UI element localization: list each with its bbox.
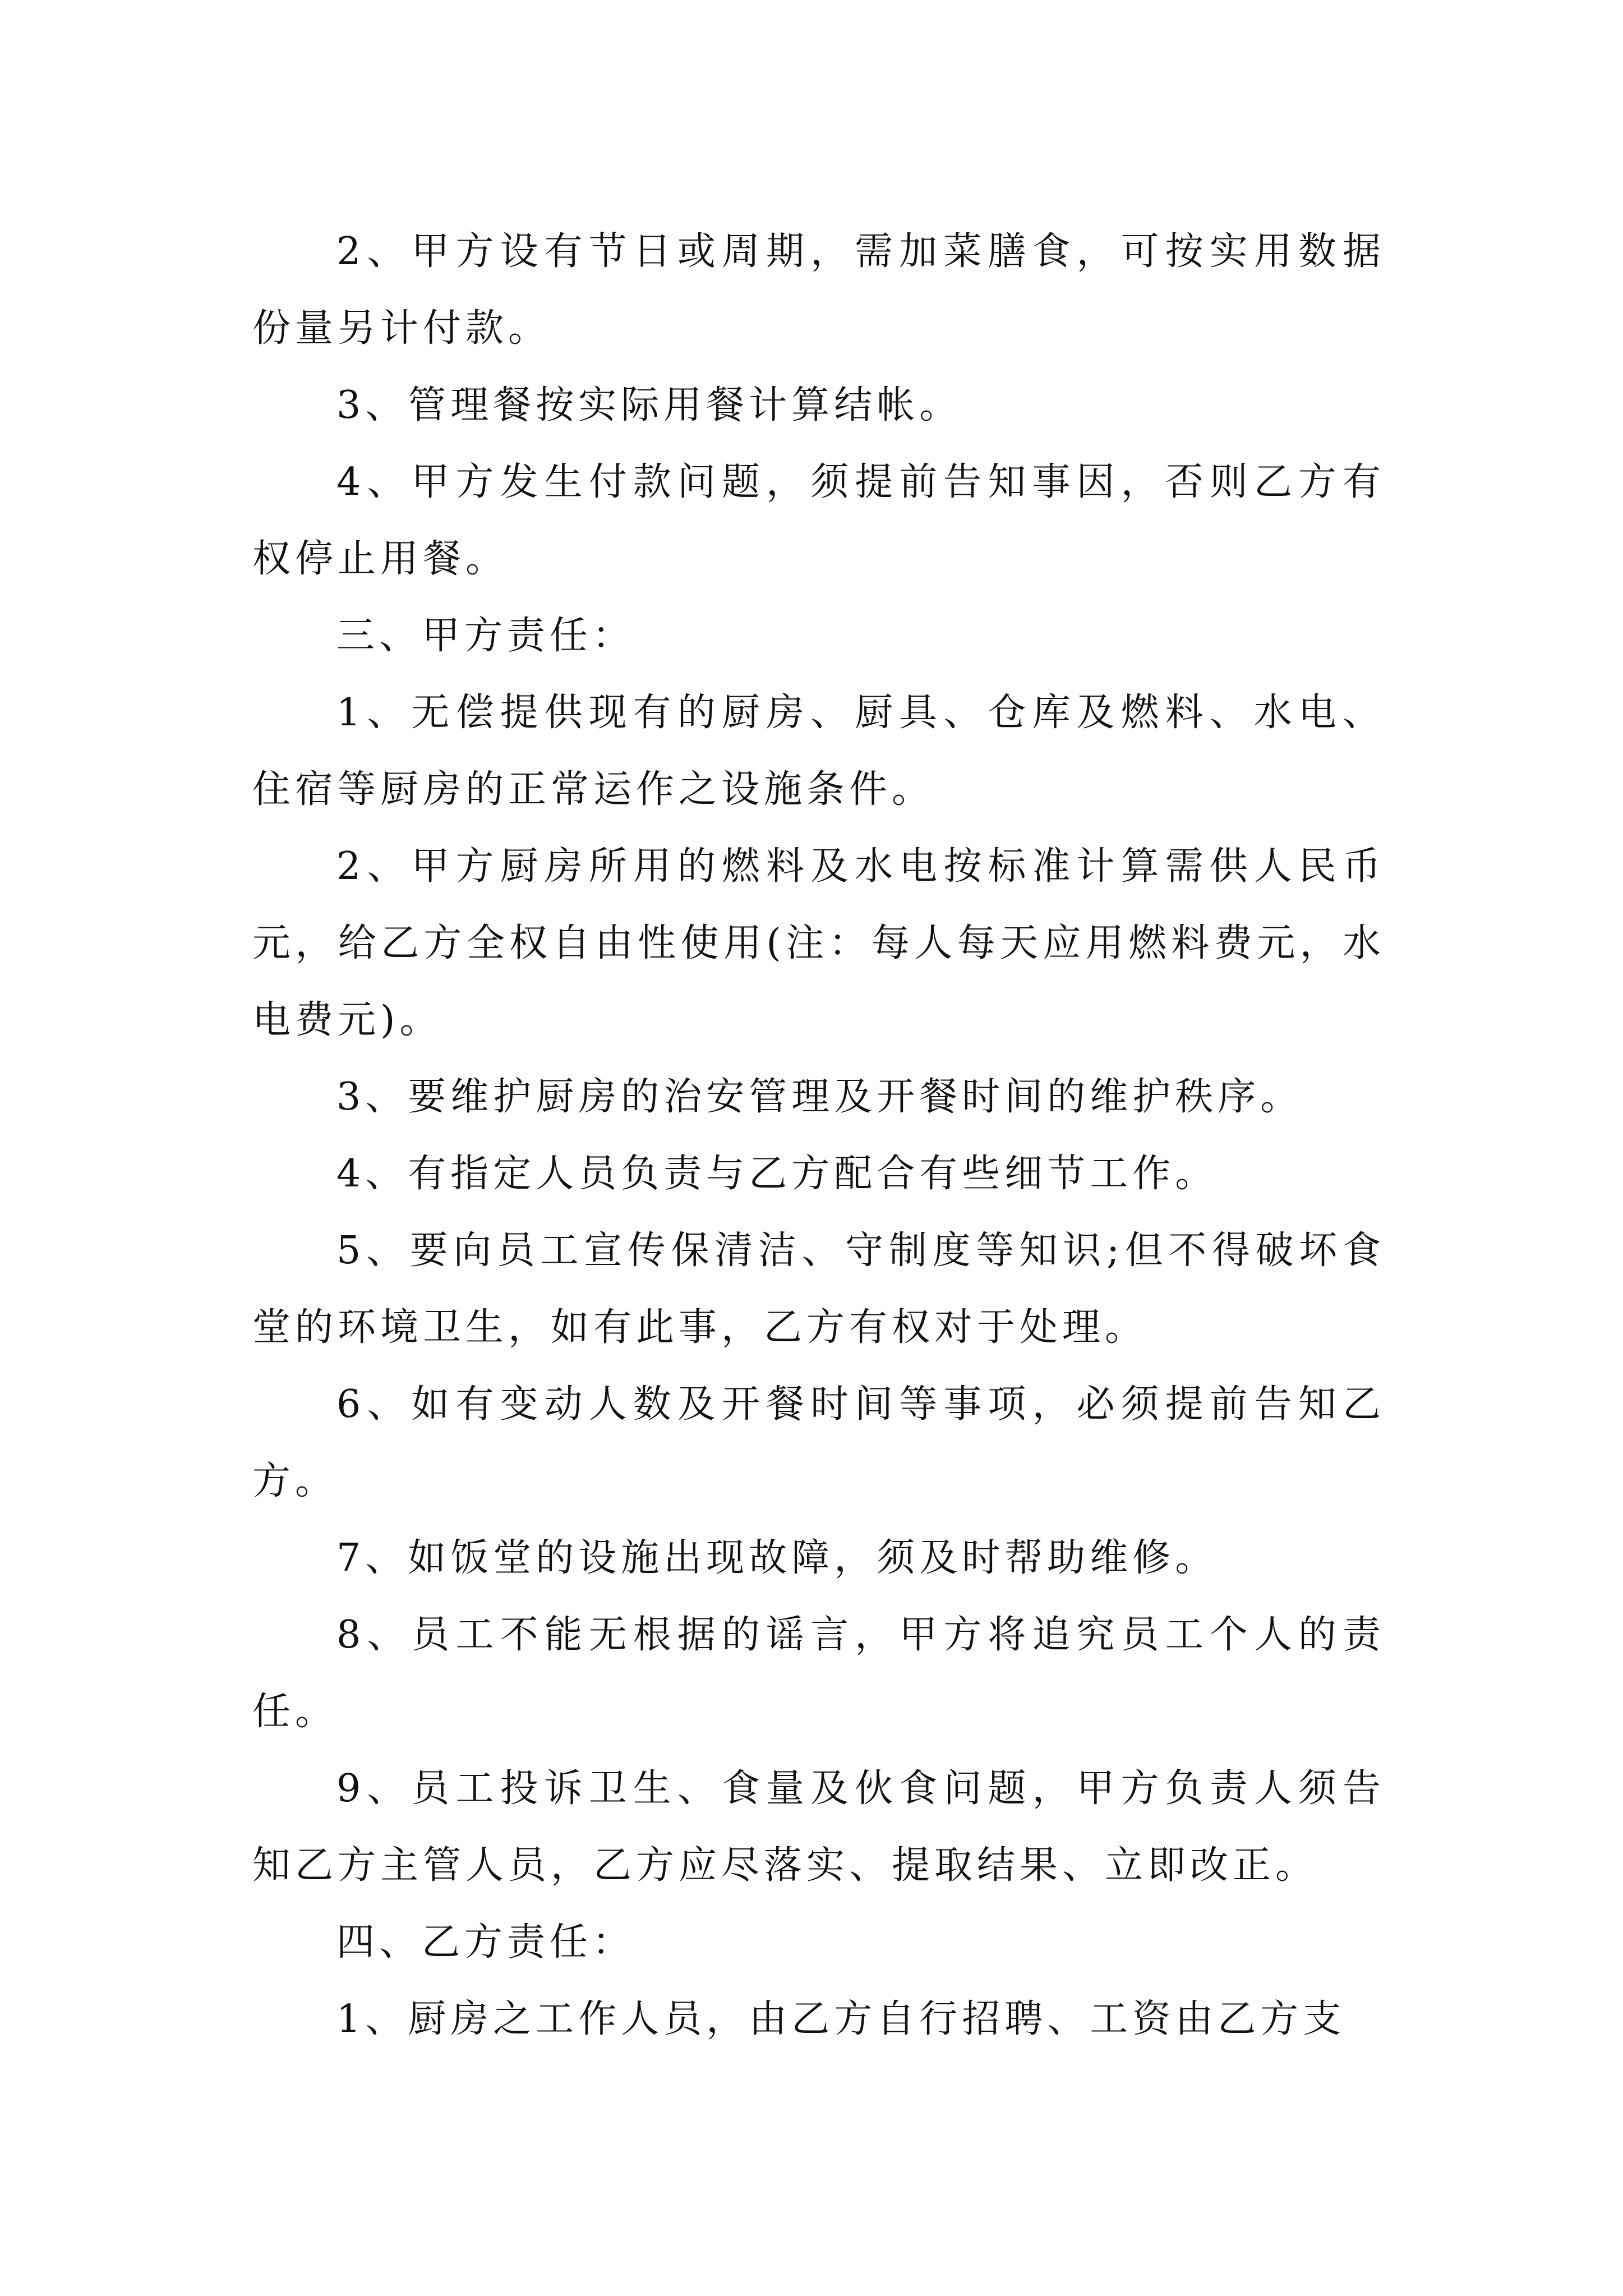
section-heading-party-a-duties: 三、甲方责任：	[336, 614, 635, 658]
paragraph-management-meals: 3、管理餐按实际用餐计算结帐。	[336, 383, 962, 427]
paragraph-party-a-duty-1: 1、无偿提供现有的厨房、厨具、仓库及燃料、水电、住宿等厨房的正常运作之设施条件。	[252, 691, 1385, 812]
paragraph-party-a-duty-7: 7、如饭堂的设施出现故障，须及时帮助维修。	[336, 1536, 1218, 1580]
document-body	[252, 213, 1385, 2058]
paragraph-party-a-duty-4: 4、有指定人员负责与乙方配合有些细节工作。	[336, 1152, 1218, 1196]
section-heading-party-b-duties: 四、乙方责任：	[336, 1920, 635, 1964]
paragraph-party-a-duty-5: 5、要向员工宣传保清洁、守制度等知识;但不得破坏食堂的环境卫生，如有此事，乙方有权对于处理。	[252, 1228, 1385, 1350]
paragraph-party-a-duty-9: 9、员工投诉卫生、食量及伙食问题，甲方负责人须告知乙方主管人员，乙方应尽落实、提取结果、立即改正。	[252, 1766, 1385, 1888]
paragraph-party-a-duty-3: 3、要维护厨房的治安管理及开餐时间的维护秩序。	[336, 1075, 1303, 1119]
paragraph-party-a-duty-2: 2、甲方厨房所用的燃料及水电按标准计算需供人民币元，给乙方全权自由性使用(注：每人每天应用燃料费元，水电费元)。	[252, 844, 1385, 1042]
paragraph-party-a-duty-6: 6、如有变动人数及开餐时间等事项，必须提前告知乙方。	[252, 1382, 1385, 1503]
paragraph-party-b-duty-1: 1、厨房之工作人员，由乙方自行招聘、工资由乙方支	[336, 1997, 1346, 2041]
paragraph-party-a-duty-8: 8、员工不能无根据的谣言，甲方将追究员工个人的责任。	[252, 1613, 1385, 1734]
paragraph-payment-issues: 4、甲方发生付款问题，须提前告知事因，否则乙方有权停止用餐。	[252, 460, 1385, 581]
paragraph-payment-extra-meals: 2、甲方设有节日或周期，需加菜膳食，可按实用数据份量另计付款。	[252, 229, 1385, 351]
